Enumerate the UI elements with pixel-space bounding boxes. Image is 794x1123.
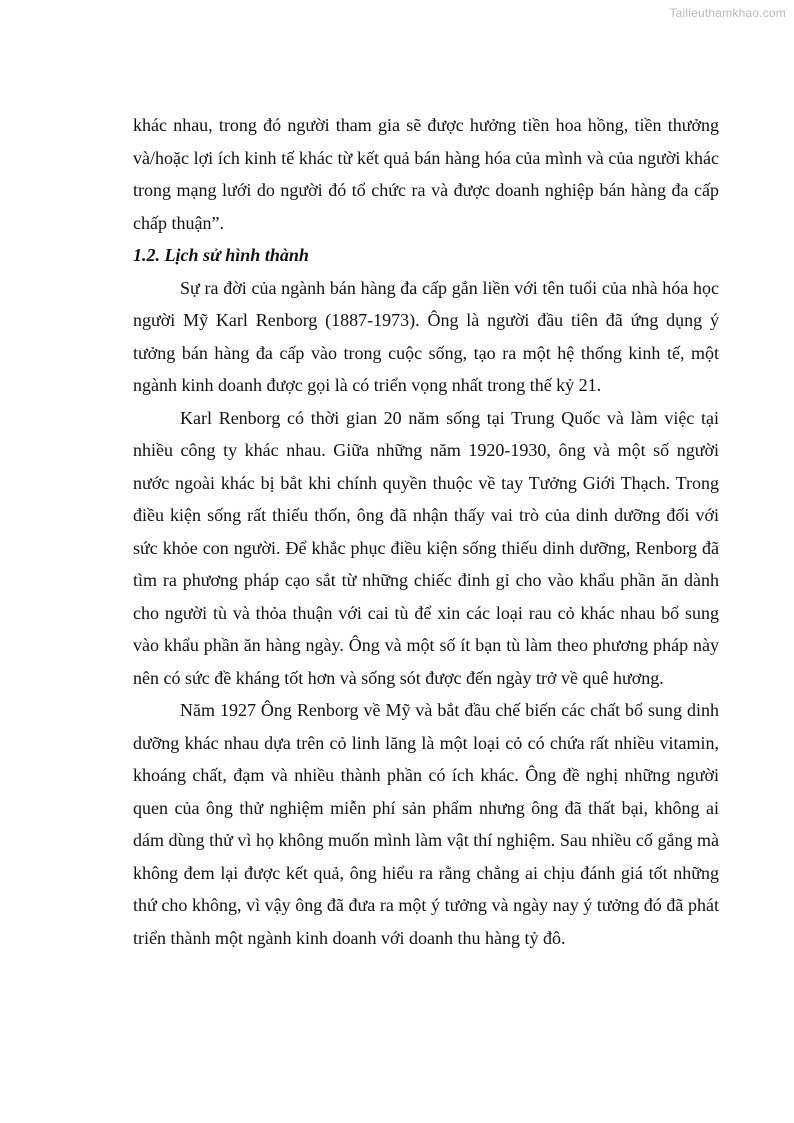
paragraph-return-usa: Năm 1927 Ông Renborg về Mỹ và bắt đầu chế biến các chất bổ sung dinh dưỡng khác nhau dựa trên cỏ linh lăng là một loại cỏ có chứa rất nhiều vitamin, khoáng chất, đạm và nhiều thành phần có ích khác. Ông đề nghị những người quen của ông thử nghiệm miễn phí sản phẩm nhưng ông đã thất bại, không ai dám dùng thử vì họ không muốn mình làm vật thí nghiệm. Sau nhiều cố gắng mà không đem lại được kết quả, ông hiểu ra rằng chẳng ai chịu đánh giá tốt những thứ cho không, vì vậy ông đã đưa ra một ý tưởng và ngày nay ý tưởng đó đã phát triển thành một ngành kinh doanh với doanh thu hàng tỷ đô.: [133, 700, 719, 948]
document-body: [133, 109, 719, 954]
section-heading: 1.2. Lịch sử hình thành: [133, 245, 309, 265]
paragraph-china: Karl Renborg có thời gian 20 năm sống tại Trung Quốc và làm việc tại nhiều công ty khác nhau. Giữa những năm 1920-1930, ông và một số người nước ngoài khác bị bắt khi chính quyền thuộc về tay Tưởng Giới Thạch. Trong điều kiện sống rất thiếu thốn, ông đã nhận thấy vai trò của dinh dưỡng đối với sức khỏe con người. Để khắc phục điều kiện sống thiếu dinh dưỡng, Renborg đã tìm ra phương pháp cạo sắt từ những chiếc đinh gỉ cho vào khẩu phần ăn dành cho người tù và thỏa thuận với cai tù để xin các loại rau cỏ khác nhau bổ sung vào khẩu phần ăn hàng ngày. Ông và một số ít bạn tù làm theo phương pháp này nên có sức đề kháng tốt hơn và sống sót được đến ngày trở về quê hương.: [133, 407, 719, 688]
paragraph-origin: Sự ra đời của ngành bán hàng đa cấp gắn liền với tên tuổi của nhà hóa học người Mỹ Karl Renborg (1887-1973). Ông là người đầu tiên đã ứng dụng ý tưởng bán hàng đa cấp vào trong cuộc sống, tạo ra một hệ thống kinh tế, một ngành kinh doanh được gọi là có triển vọng nhất trong thế kỷ 21.: [133, 277, 719, 395]
watermark-text: Tailieuthamkhao.com: [669, 6, 786, 20]
paragraph-continuation: khác nhau, trong đó người tham gia sẽ được hưởng tiền hoa hồng, tiền thưởng và/hoặc lợi ích kinh tế khác từ kết quả bán hàng hóa của mình và của người khác trong mạng lưới do người đó tổ chức ra và được doanh nghiệp bán hàng đa cấp chấp thuận”.: [133, 115, 719, 233]
